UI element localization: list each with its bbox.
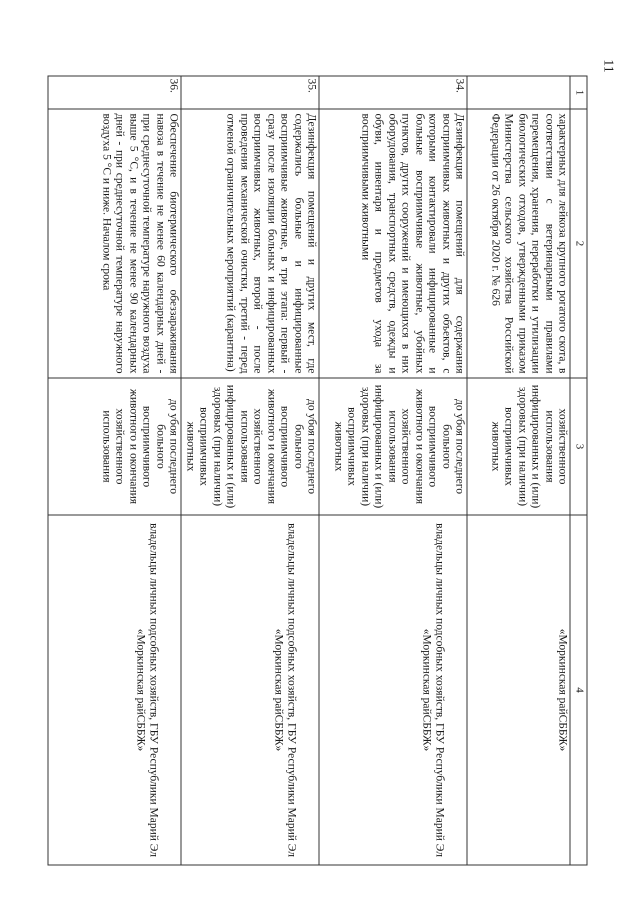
page-number: 11 [600,59,616,73]
measure-text: Обеспечение биотермического обеззараживания навоза в течение не менее 60 календарных дней - при среднесуточной температуре наружного воздуха выше 5 °С, и в течение не менее 90 календарных дней - при среднесуточной температуре наружного воздуха 5 °С и ниже. Началом срока [49,109,182,378]
table-header-row [571,76,588,865]
responsible-text: владельцы личных подсобных хозяйств, ГБУ Республики Марий Эл «Моркинская райСББЖ» [272,523,298,857]
measures-table [48,76,588,866]
responsible-cell [468,515,571,865]
row-number [468,76,571,109]
header-col-3: 3 [571,378,588,515]
measure-text: Дезинфекция помещений для содержания восприимчивых животных и других объектов, с которыми контактировали инфицированные и больные восприимчивые животные, убойных пунктов, других сооружений и имеющихся в них оборудования, транспортных средств, одежды и обуви, инвентаря и предметов ухода за восприимчивыми животными [320,109,468,378]
term-text: до убоя последнего больного восприимчивого животного и окончания хозяйственного использования [49,378,182,515]
row-number: 36. [49,76,182,109]
responsible-text: владельцы личных подсобных хозяйств, ГБУ Республики Марий Эл «Моркинская райСББЖ» [134,523,160,857]
responsible-cell [49,515,182,865]
header-col-2: 2 [571,109,588,378]
row-number: 34. [320,76,468,109]
table-row [468,76,571,865]
responsible-cell [320,515,468,865]
term-text: до убоя последнего больного восприимчивого животного и окончания хозяйственного использования инфицированных и (или) здоровых (при наличии) восприимчивых животных [182,378,320,515]
header-col-1: 1 [571,76,588,109]
responsible-text: «Моркинская райСББЖ» [557,628,569,752]
responsible-text: владельцы личных подсобных хозяйств, ГБУ Республики Марий Эл «Моркинская райСББЖ» [420,523,446,857]
measure-text: характерных для лейкоза крупного рогатого скота, в соответствии с ветеринарными правилами перемещения, хранения, переработки и утилизации биологических отходов, утвержденными приказом Министерства сельского хозяйства Российской Федерации от 26 октября 2020 г. № 626 [468,109,571,378]
table-row [182,76,320,865]
term-text: до убоя последнего больного восприимчивого животного и окончания хозяйственного использования инфицированных и (или) здоровых (при наличии) восприимчивых животных [320,378,468,515]
responsible-cell [182,515,320,865]
rotated-page-content [53,76,588,866]
header-col-4: 4 [571,515,588,865]
table-row [49,76,182,865]
measure-text: Дезинфекция помещений и других мест, где содержались больные и инфицированные восприимчивые животные, в три этапа: первый - сразу после изоляции больных и инфицированных восприимчивых животных, второй - после проведения механической очистки, третий - перед отменой ограничительных мероприятий (карантина) [182,109,320,378]
table-row [320,76,468,865]
term-text: хозяйственного использования инфицированных и (или) здоровых (при наличии) восприимчивых животных [468,378,571,515]
row-number: 35. [182,76,320,109]
